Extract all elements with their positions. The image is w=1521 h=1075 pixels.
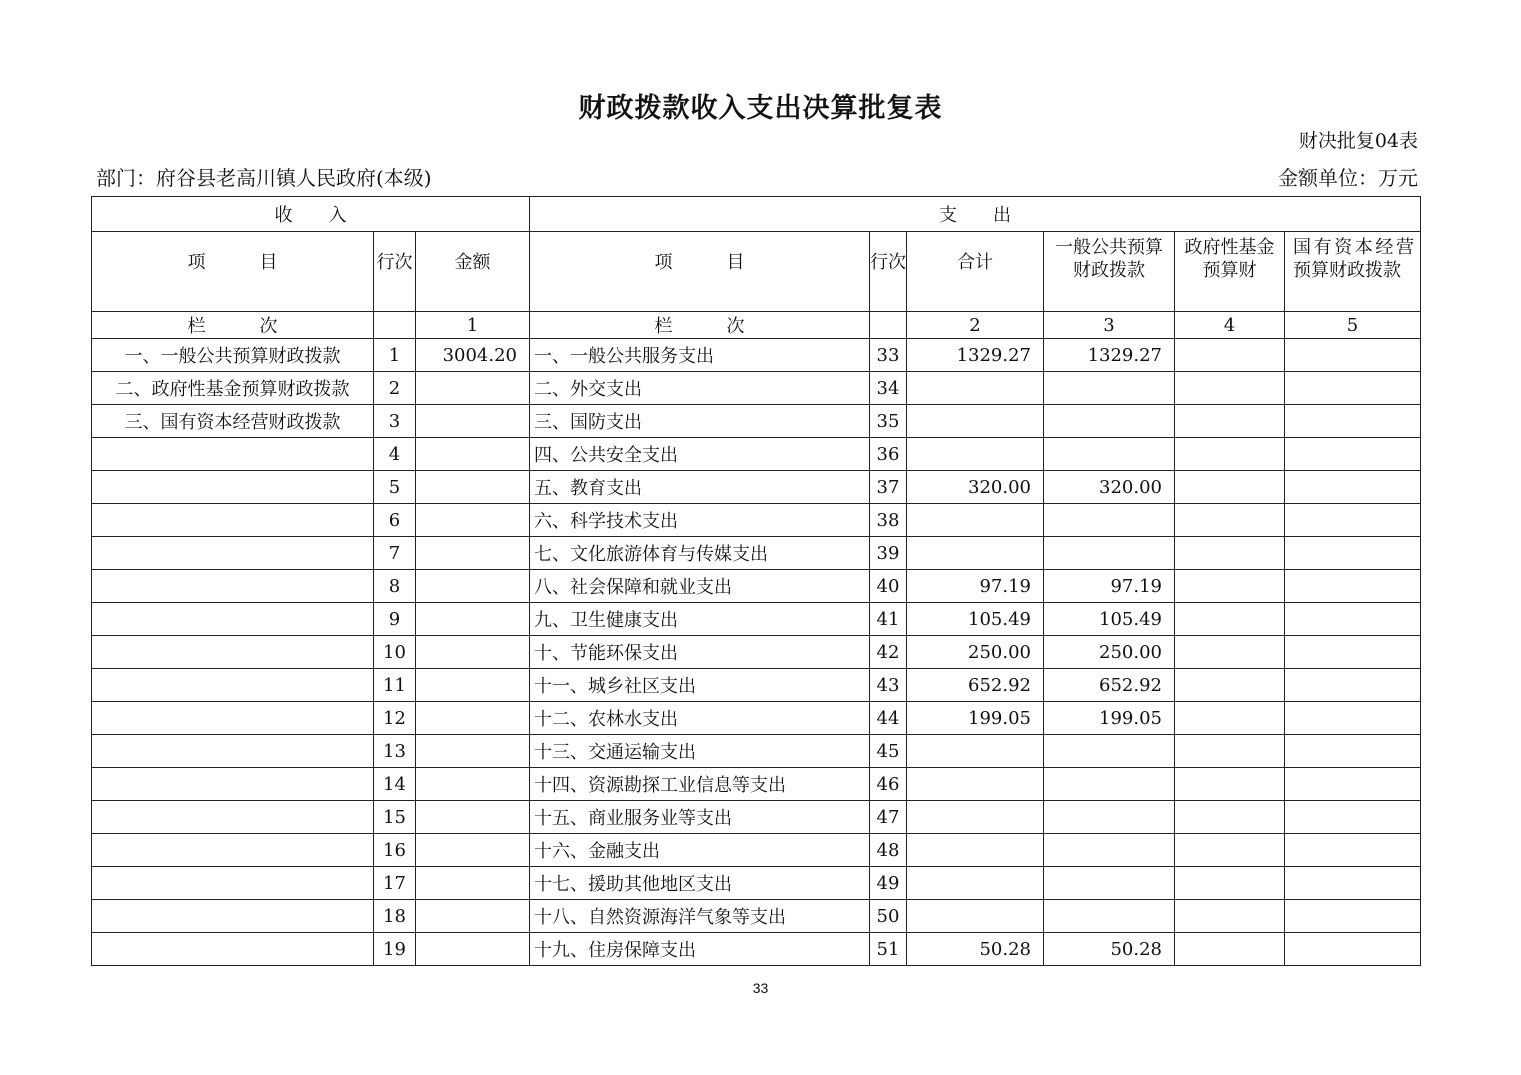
expense-fund-cell (1175, 702, 1285, 735)
expense-fund-cell (1175, 537, 1285, 570)
income-line-cell: 19 (374, 933, 416, 966)
table-row (92, 900, 1421, 933)
income-column-label: 栏 次 (92, 312, 374, 339)
document-title: 财政拨款收入支出决算批复表 (578, 93, 943, 124)
expense-line-cell: 42 (870, 636, 907, 669)
expense-fund-cell (1175, 636, 1285, 669)
income-amount-cell (416, 834, 530, 867)
income-item-cell (92, 504, 374, 537)
expense-line-cell: 45 (870, 735, 907, 768)
expense-line-cell: 36 (870, 438, 907, 471)
expense-general-cell: 1329.27 (1044, 339, 1175, 372)
income-amount-cell (416, 504, 530, 537)
expense-general-cell: 105.49 (1044, 603, 1175, 636)
expense-item-cell: 五、教育支出 (530, 471, 870, 504)
table-row (92, 801, 1421, 834)
expense-line-cell: 48 (870, 834, 907, 867)
expense-item-header: 项 目 (530, 232, 870, 312)
income-line-cell: 6 (374, 504, 416, 537)
expense-general-cell (1044, 405, 1175, 438)
expense-general-cell: 652.92 (1044, 669, 1175, 702)
income-amount-cell (416, 702, 530, 735)
expense-state-cell (1285, 537, 1421, 570)
income-line-cell: 14 (374, 768, 416, 801)
expense-total-cell (907, 867, 1044, 900)
income-amount-cell (416, 636, 530, 669)
expense-item-cell: 十二、农林水支出 (530, 702, 870, 735)
expense-group-header: 支 出 (530, 197, 1421, 232)
expense-state-cell (1285, 636, 1421, 669)
expense-state-cell (1285, 438, 1421, 471)
expense-fund-header: 政府性基金预算财 (1175, 232, 1285, 312)
expense-fund-cell (1175, 504, 1285, 537)
expense-total-cell (907, 438, 1044, 471)
expense-item-cell: 十八、自然资源海洋气象等支出 (530, 900, 870, 933)
expense-fund-cell (1175, 735, 1285, 768)
expense-general-cell: 50.28 (1044, 933, 1175, 966)
expense-total-cell (907, 801, 1044, 834)
expense-line-cell: 43 (870, 669, 907, 702)
expense-general-cell (1044, 801, 1175, 834)
income-line-cell: 15 (374, 801, 416, 834)
income-item-cell (92, 768, 374, 801)
income-item-cell (92, 471, 374, 504)
income-line-cell: 5 (374, 471, 416, 504)
income-item-cell (92, 438, 374, 471)
expense-state-cell (1285, 867, 1421, 900)
expense-fund-cell (1175, 405, 1285, 438)
expense-line-header: 行次 (870, 232, 907, 312)
expense-total-header: 合计 (907, 232, 1044, 312)
income-amount-cell (416, 570, 530, 603)
expense-total-cell: 97.19 (907, 570, 1044, 603)
expense-line-cell: 46 (870, 768, 907, 801)
expense-column-label: 栏 次 (530, 312, 870, 339)
income-item-cell (92, 537, 374, 570)
table-row (92, 537, 1421, 570)
expense-state-cell (1285, 933, 1421, 966)
column-number-5: 5 (1285, 312, 1421, 339)
page-number: 33 (752, 980, 769, 996)
expense-state-cell (1285, 504, 1421, 537)
expense-total-cell: 199.05 (907, 702, 1044, 735)
table-row (92, 570, 1421, 603)
income-amount-header: 金额 (416, 232, 530, 312)
table-row (92, 339, 1421, 372)
expense-line-cell: 34 (870, 372, 907, 405)
expense-item-cell: 四、公共安全支出 (530, 438, 870, 471)
income-item-cell (92, 603, 374, 636)
expense-item-cell: 七、文化旅游体育与传媒支出 (530, 537, 870, 570)
income-amount-cell (416, 933, 530, 966)
department-label: 部门：府谷县老高川镇人民政府(本级) (96, 166, 432, 190)
expense-fund-cell (1175, 867, 1285, 900)
income-item-cell (92, 933, 374, 966)
expense-state-cell (1285, 768, 1421, 801)
income-amount-cell (416, 735, 530, 768)
expense-general-cell: 320.00 (1044, 471, 1175, 504)
expense-item-cell: 一、一般公共服务支出 (530, 339, 870, 372)
income-item-cell (92, 669, 374, 702)
income-line-number-cell (374, 312, 416, 339)
column-header-row (92, 232, 1421, 312)
expense-general-cell (1044, 372, 1175, 405)
expense-item-cell: 十六、金融支出 (530, 834, 870, 867)
expense-state-cell (1285, 471, 1421, 504)
expense-line-number-cell (870, 312, 907, 339)
expense-general-header: 一般公共预算财政拨款 (1044, 232, 1175, 312)
expense-general-cell: 97.19 (1044, 570, 1175, 603)
expense-total-cell (907, 405, 1044, 438)
expense-item-cell: 十、节能环保支出 (530, 636, 870, 669)
expense-state-cell (1285, 570, 1421, 603)
income-line-cell: 11 (374, 669, 416, 702)
group-header-row (92, 197, 1421, 232)
income-line-cell: 9 (374, 603, 416, 636)
income-line-cell: 7 (374, 537, 416, 570)
expense-total-cell: 250.00 (907, 636, 1044, 669)
expense-general-cell: 250.00 (1044, 636, 1175, 669)
income-amount-cell (416, 405, 530, 438)
column-number-1: 1 (416, 312, 530, 339)
expense-fund-cell (1175, 471, 1285, 504)
income-line-cell: 3 (374, 405, 416, 438)
table-row (92, 933, 1421, 966)
expense-fund-cell (1175, 933, 1285, 966)
table-row (92, 669, 1421, 702)
income-amount-cell (416, 801, 530, 834)
expense-item-cell: 九、卫生健康支出 (530, 603, 870, 636)
income-line-cell: 16 (374, 834, 416, 867)
income-item-cell (92, 801, 374, 834)
income-line-header: 行次 (374, 232, 416, 312)
table-row (92, 603, 1421, 636)
expense-fund-cell (1175, 339, 1285, 372)
amount-unit-label: 金额单位：万元 (1278, 166, 1418, 190)
expense-fund-cell (1175, 768, 1285, 801)
expense-item-cell: 二、外交支出 (530, 372, 870, 405)
income-item-cell (92, 570, 374, 603)
table-row (92, 768, 1421, 801)
income-item-cell (92, 636, 374, 669)
expense-item-cell: 十三、交通运输支出 (530, 735, 870, 768)
income-amount-cell (416, 471, 530, 504)
expense-line-cell: 50 (870, 900, 907, 933)
expense-fund-cell (1175, 438, 1285, 471)
income-amount-cell: 3004.20 (416, 339, 530, 372)
table-row (92, 702, 1421, 735)
income-amount-cell (416, 900, 530, 933)
expense-fund-cell (1175, 669, 1285, 702)
income-line-cell: 12 (374, 702, 416, 735)
table-row (92, 636, 1421, 669)
income-item-cell (92, 735, 374, 768)
expense-item-cell: 十九、住房保障支出 (530, 933, 870, 966)
expense-total-cell (907, 504, 1044, 537)
table-row (92, 372, 1421, 405)
table-row (92, 405, 1421, 438)
expense-total-cell (907, 372, 1044, 405)
income-amount-cell (416, 438, 530, 471)
expense-state-cell (1285, 735, 1421, 768)
form-code: 财决批复04表 (1298, 130, 1418, 152)
income-amount-cell (416, 603, 530, 636)
expense-line-cell: 40 (870, 570, 907, 603)
income-line-cell: 1 (374, 339, 416, 372)
expense-state-cell (1285, 834, 1421, 867)
expense-general-cell (1044, 537, 1175, 570)
income-line-cell: 18 (374, 900, 416, 933)
expense-item-cell: 六、科学技术支出 (530, 504, 870, 537)
expense-general-cell (1044, 867, 1175, 900)
expense-line-cell: 49 (870, 867, 907, 900)
expense-item-cell: 十七、援助其他地区支出 (530, 867, 870, 900)
expense-line-cell: 47 (870, 801, 907, 834)
expense-line-cell: 44 (870, 702, 907, 735)
expense-total-cell: 50.28 (907, 933, 1044, 966)
expense-total-cell: 1329.27 (907, 339, 1044, 372)
income-line-cell: 13 (374, 735, 416, 768)
income-item-cell: 三、国有资本经营财政拨款 (92, 405, 374, 438)
income-item-header: 项 目 (92, 232, 374, 312)
income-item-cell (92, 834, 374, 867)
expense-line-cell: 33 (870, 339, 907, 372)
expense-general-cell (1044, 735, 1175, 768)
expense-state-cell (1285, 900, 1421, 933)
expense-general-cell (1044, 438, 1175, 471)
expense-state-header: 国有资本经营预算财政拨款 (1285, 232, 1421, 312)
income-line-cell: 4 (374, 438, 416, 471)
expense-total-cell: 320.00 (907, 471, 1044, 504)
expense-total-cell: 105.49 (907, 603, 1044, 636)
expense-fund-cell (1175, 372, 1285, 405)
expense-line-cell: 39 (870, 537, 907, 570)
table-row (92, 438, 1421, 471)
expense-general-cell (1044, 834, 1175, 867)
income-item-cell (92, 900, 374, 933)
expense-state-cell (1285, 669, 1421, 702)
income-group-header: 收 入 (92, 197, 530, 232)
income-item-cell: 二、政府性基金预算财政拨款 (92, 372, 374, 405)
income-item-cell: 一、一般公共预算财政拨款 (92, 339, 374, 372)
expense-state-cell (1285, 372, 1421, 405)
income-line-cell: 8 (374, 570, 416, 603)
expense-fund-cell (1175, 900, 1285, 933)
income-item-cell (92, 702, 374, 735)
expense-item-cell: 三、国防支出 (530, 405, 870, 438)
expense-general-cell (1044, 900, 1175, 933)
expense-total-cell (907, 768, 1044, 801)
table-row (92, 735, 1421, 768)
expense-line-cell: 37 (870, 471, 907, 504)
expense-state-cell (1285, 603, 1421, 636)
expense-item-cell: 十一、城乡社区支出 (530, 669, 870, 702)
column-number-2: 2 (907, 312, 1044, 339)
income-amount-cell (416, 537, 530, 570)
expense-state-cell (1285, 801, 1421, 834)
table-row (92, 504, 1421, 537)
income-item-cell (92, 867, 374, 900)
table-row (92, 471, 1421, 504)
expense-item-cell: 八、社会保障和就业支出 (530, 570, 870, 603)
expense-line-cell: 38 (870, 504, 907, 537)
expense-general-cell (1044, 504, 1175, 537)
income-line-cell: 10 (374, 636, 416, 669)
expense-general-cell: 199.05 (1044, 702, 1175, 735)
expense-total-cell (907, 735, 1044, 768)
table-row (92, 867, 1421, 900)
column-number-4: 4 (1175, 312, 1285, 339)
expense-state-cell (1285, 339, 1421, 372)
expense-item-cell: 十四、资源勘探工业信息等支出 (530, 768, 870, 801)
expense-state-cell (1285, 405, 1421, 438)
expense-fund-cell (1175, 570, 1285, 603)
expense-item-cell: 十五、商业服务业等支出 (530, 801, 870, 834)
column-number-3: 3 (1044, 312, 1175, 339)
expense-line-cell: 35 (870, 405, 907, 438)
income-line-cell: 2 (374, 372, 416, 405)
column-number-row (92, 312, 1421, 339)
income-amount-cell (416, 768, 530, 801)
expense-fund-cell (1175, 834, 1285, 867)
expense-state-cell (1285, 702, 1421, 735)
income-amount-cell (416, 669, 530, 702)
expense-total-cell (907, 537, 1044, 570)
expense-line-cell: 51 (870, 933, 907, 966)
expense-general-cell (1044, 768, 1175, 801)
table-row (92, 834, 1421, 867)
expense-total-cell (907, 834, 1044, 867)
expense-total-cell: 652.92 (907, 669, 1044, 702)
expense-line-cell: 41 (870, 603, 907, 636)
expense-fund-cell (1175, 603, 1285, 636)
appropriation-table (91, 196, 1421, 966)
income-line-cell: 17 (374, 867, 416, 900)
income-amount-cell (416, 867, 530, 900)
expense-fund-cell (1175, 801, 1285, 834)
expense-total-cell (907, 900, 1044, 933)
income-amount-cell (416, 372, 530, 405)
